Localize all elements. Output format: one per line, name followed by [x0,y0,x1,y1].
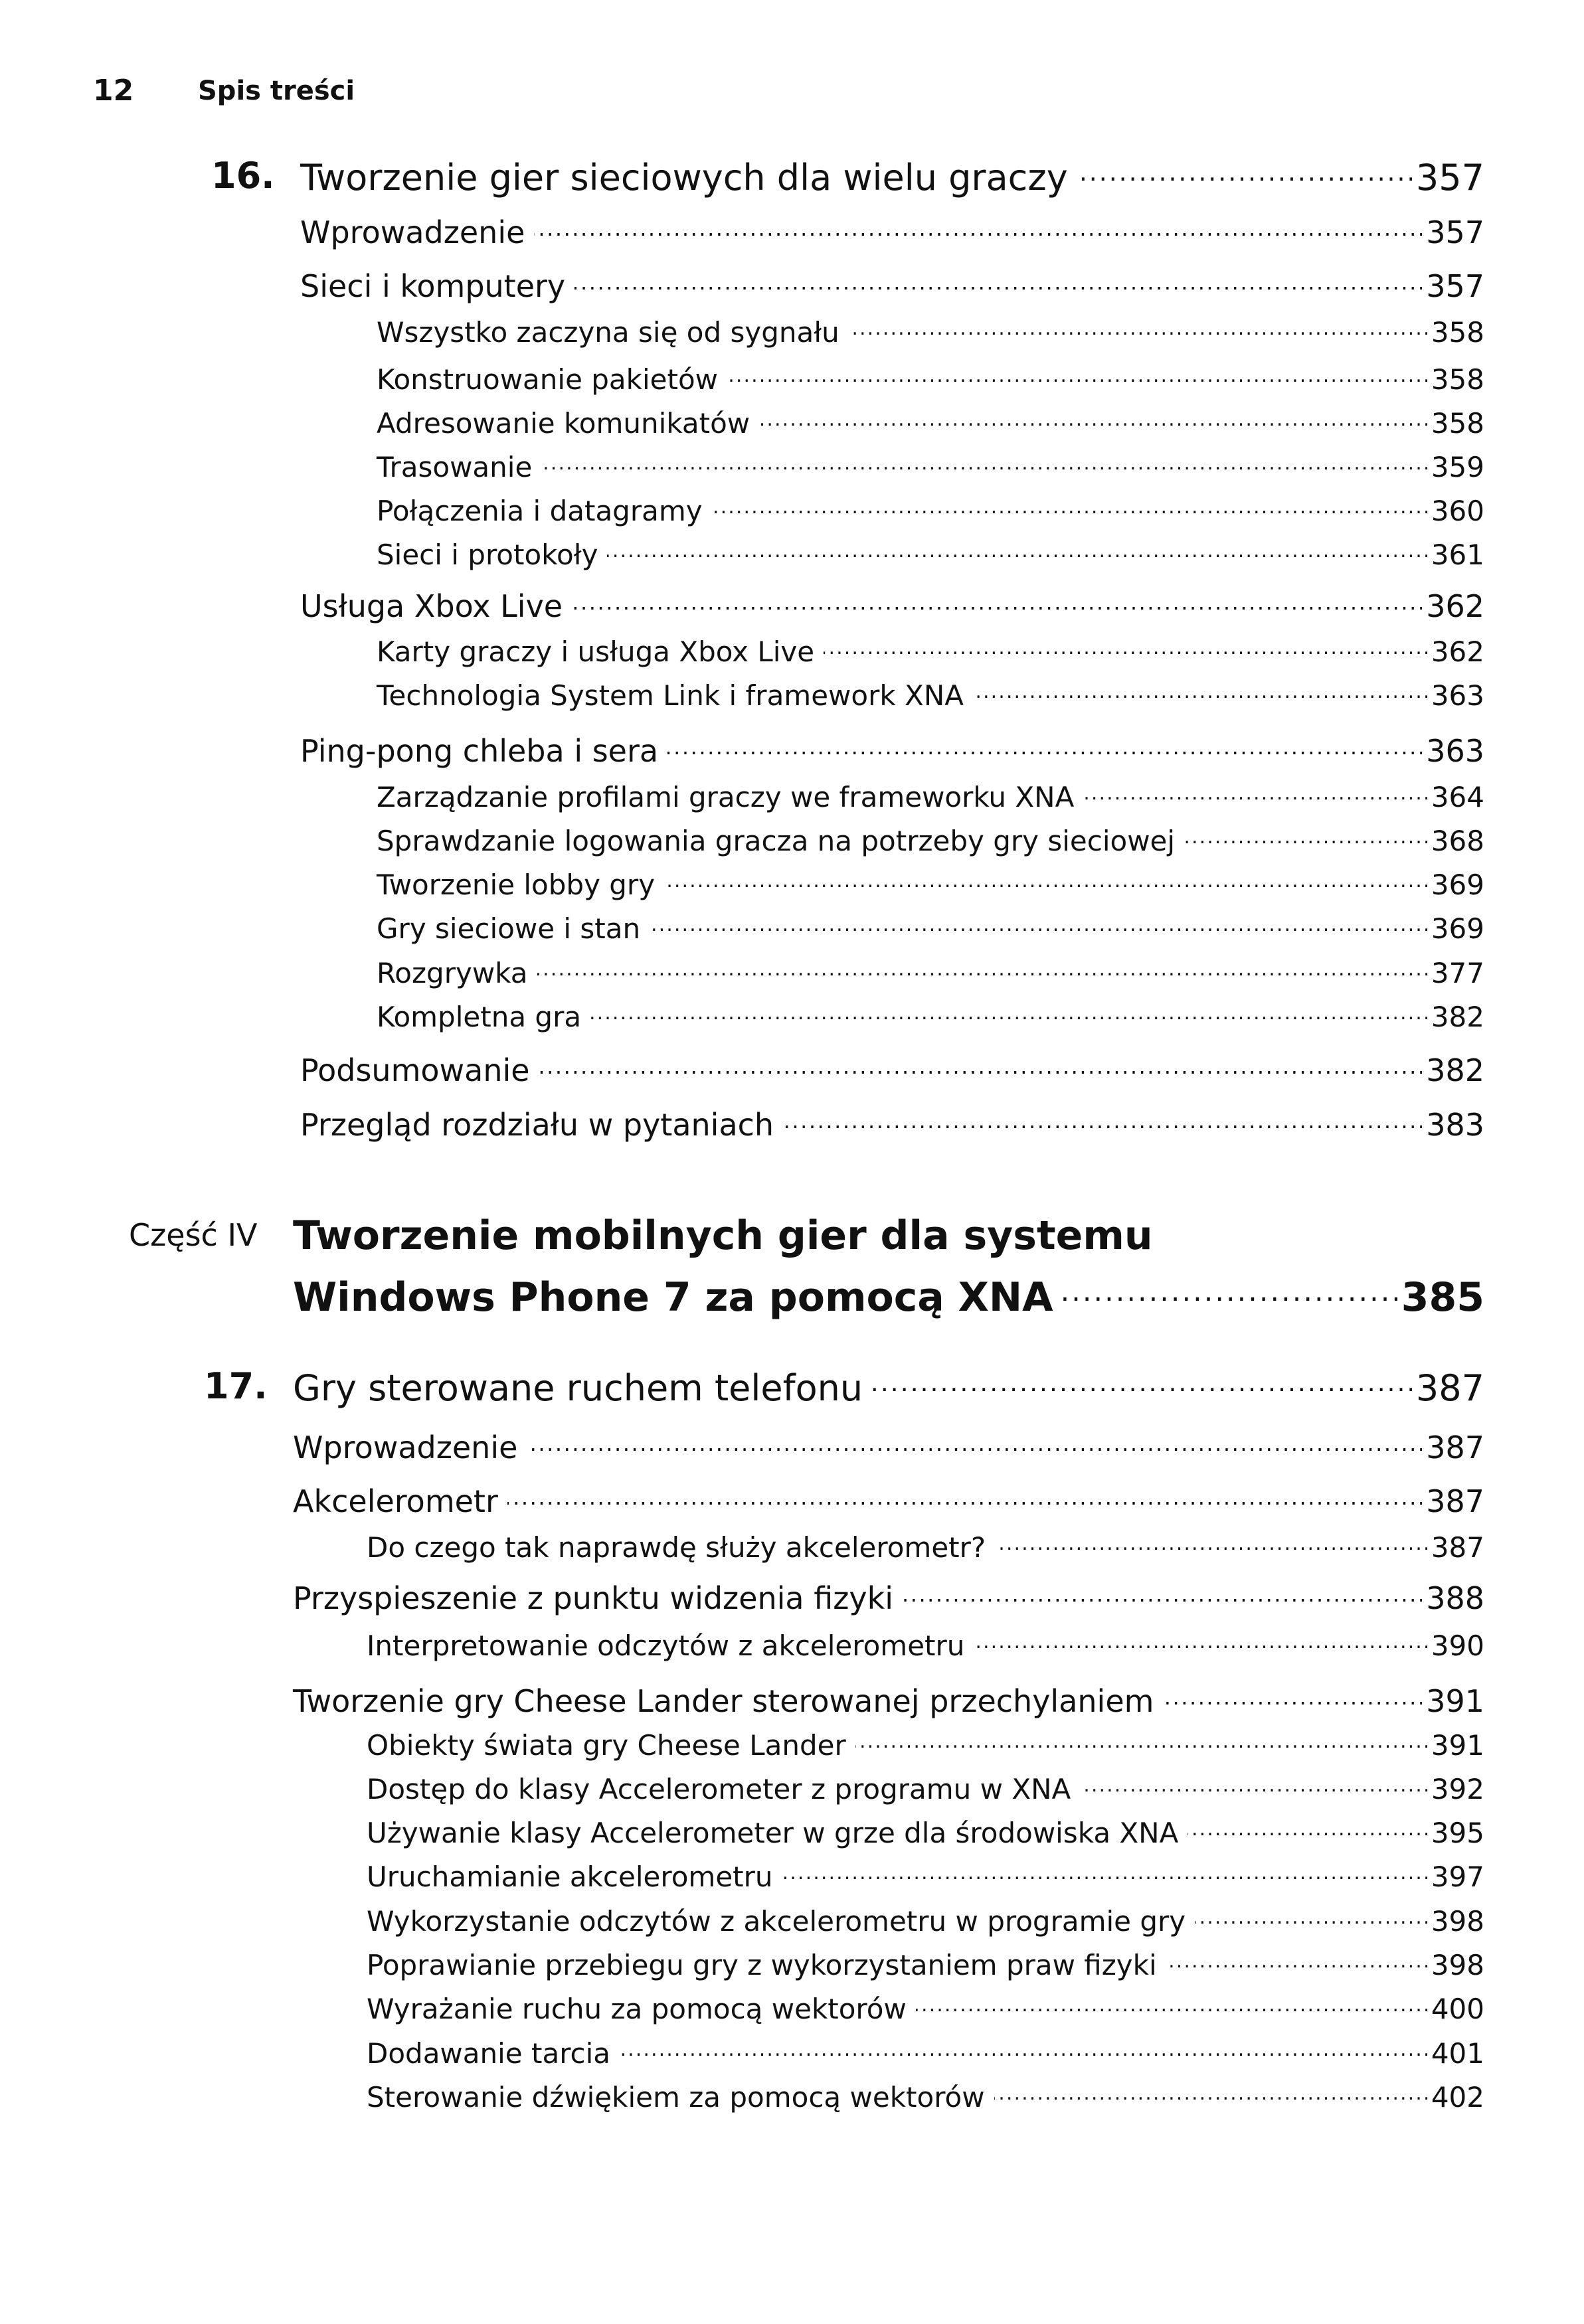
toc-label: Kompletna gra [377,1001,582,1033]
toc-chapter-16[interactable] [300,154,1484,200]
toc-entry-level-2[interactable] [377,910,1484,946]
toc-label: Sieci i protokoły [377,539,598,571]
toc-label: Technologia System Link i framework XNA [377,679,964,712]
toc-label: Podsumowanie [300,1052,530,1088]
toc-page-number: 377 [1431,957,1484,989]
toc-page-number: 359 [1431,451,1484,483]
toc-label: Przegląd rozdziału w pytaniach [300,1107,774,1143]
dot-leader [1166,1947,1427,1975]
dot-leader [783,1105,1422,1135]
dot-leader [1083,779,1427,807]
dot-leader [824,633,1427,661]
dot-leader [1184,823,1427,851]
dot-leader [572,586,1422,617]
toc-entry-level-2[interactable] [377,823,1484,859]
toc-page-number: 388 [1426,1580,1484,1616]
toc-entry-level-2[interactable] [377,361,1484,397]
toc-entry-level-1[interactable] [293,1428,1484,1467]
toc-part-4[interactable] [293,1271,1484,1322]
toc-label: Wykorzystanie odczytów z akcelerometru w programie gry [367,1905,1186,1938]
toc-page-number: 357 [1426,268,1484,304]
dot-leader [759,405,1427,433]
toc-entry-level-2[interactable] [367,1991,1484,2027]
dot-leader [712,493,1427,521]
toc-page-number: 385 [1401,1274,1484,1321]
dot-leader [973,677,1427,705]
dot-leader [537,955,1427,983]
toc-entry-level-2[interactable] [367,1529,1484,1565]
toc-page-number: 401 [1431,2037,1484,2070]
toc-entry-level-2[interactable] [377,405,1484,441]
toc-page-number: 391 [1431,1729,1484,1762]
toc-label: Usługa Xbox Live [300,588,563,624]
toc-label: Rozgrywka [377,957,528,989]
toc-label: Używanie klasy Accelerometer w grze dla środowiska XNA [367,1817,1179,1849]
toc-page-number: 383 [1426,1107,1484,1143]
toc-page-number: 357 [1426,214,1484,250]
toc-page-number: 362 [1431,635,1484,668]
toc-entry-level-1[interactable] [300,1050,1484,1090]
toc-entry-level-2[interactable] [377,779,1484,815]
toc-page-number: 363 [1431,679,1484,712]
toc-entry-level-2[interactable] [367,1771,1484,1807]
toc-label: Sprawdzanie logowania gracza na potrzeby gry sieciowej [377,825,1176,857]
toc-entry-level-2[interactable] [367,1903,1484,1939]
toc-entry-level-2[interactable] [377,314,1484,350]
toc-entry-level-2[interactable] [367,1815,1484,1851]
toc-entry-level-2[interactable] [367,1627,1484,1663]
toc-entry-level-2[interactable] [367,1947,1484,1983]
toc-page-number: 387 [1426,1430,1484,1465]
dot-leader [534,212,1422,243]
dot-leader [1080,1771,1427,1799]
toc-label: Połączenia i datagramy [377,495,703,527]
toc-label: Wprowadzenie [300,214,525,250]
dot-leader [903,1578,1422,1609]
dot-leader [995,1529,1427,1557]
toc-page-number: 387 [1431,1531,1484,1564]
toc-entry-level-1[interactable] [300,731,1484,770]
dot-leader [916,1991,1427,2019]
toc-page-number: 398 [1431,1949,1484,1981]
toc-page-number: 395 [1431,1817,1484,1849]
dot-leader [607,537,1427,564]
toc-label: Wprowadzenie [293,1430,518,1465]
dot-leader [1195,1903,1427,1931]
toc-page-number: 390 [1431,1629,1484,1662]
running-header-page-number: 12 [93,74,134,108]
chapter-16-number: 16. [211,155,275,197]
toc-entry-level-2[interactable] [367,1727,1484,1763]
toc-page-number: 387 [1415,1367,1484,1409]
toc-page-number: 397 [1431,1861,1484,1893]
toc-label: Obiekty świata gry Cheese Lander [367,1729,846,1762]
toc-entry-level-2[interactable] [377,449,1484,485]
toc-entry-level-2[interactable] [377,677,1484,713]
toc-page-number: 398 [1431,1905,1484,1938]
toc-page-number: 387 [1426,1483,1484,1519]
toc-page-number: 382 [1426,1052,1484,1088]
toc-page-number: 364 [1431,781,1484,813]
toc-entry-level-2[interactable] [377,537,1484,572]
toc-label: Do czego tak naprawdę służy akcelerometr? [367,1531,986,1564]
toc-entry-level-1[interactable] [300,212,1484,252]
toc-label: Uruchamianie akcelerometru [367,1861,773,1893]
dot-leader [1077,154,1412,190]
toc-label: Zarządzanie profilami graczy we frameworku XNA [377,781,1075,813]
toc-page-number: 362 [1426,588,1484,624]
dot-leader [849,314,1427,342]
toc-entry-level-2[interactable] [377,955,1484,991]
toc-entry-level-1[interactable] [293,1578,1484,1618]
dot-leader [541,449,1427,477]
toc-label: Przyspieszenie z punktu widzenia fizyki [293,1580,894,1616]
toc-entry-level-2[interactable] [377,999,1484,1035]
toc-label: Tworzenie gier sieciowych dla wielu graczy [300,157,1068,199]
dot-leader [527,1428,1422,1458]
toc-label: Ping-pong chleba i sera [300,733,659,769]
toc-entry-level-2[interactable] [367,2079,1484,2115]
dot-leader [994,2079,1427,2107]
dot-leader [574,266,1422,297]
toc-chapter-17[interactable] [293,1365,1484,1410]
toc-page-number: 368 [1431,825,1484,857]
toc-entry-level-2[interactable] [377,867,1484,902]
toc-page-number: 382 [1431,1001,1484,1033]
toc-entry-level-2[interactable] [377,493,1484,529]
dot-leader [872,1365,1412,1400]
toc-entry-level-2[interactable] [367,1859,1484,1894]
dot-leader [650,910,1427,938]
dot-leader [1063,1271,1397,1311]
toc-entry-level-1[interactable] [300,266,1484,305]
toc-entry-level-2[interactable] [367,2035,1484,2071]
toc-entry-level-2[interactable] [377,633,1484,669]
dot-leader [782,1859,1427,1886]
toc-label: Sieci i komputery [300,268,566,304]
running-header-title: Spis treści [198,76,355,106]
toc-label: Dodawanie tarcia [367,2037,611,2070]
toc-entry-level-1[interactable] [300,1105,1484,1144]
toc-page-number: 400 [1431,1993,1484,2025]
toc-page-number: 361 [1431,539,1484,571]
dot-leader [590,999,1427,1027]
dot-leader [620,2035,1427,2063]
toc-page-number: 391 [1426,1683,1484,1719]
toc-page-number: 358 [1431,316,1484,349]
toc-label: Dostęp do klasy Accelerometer z programu w XNA [367,1773,1071,1805]
toc-label: Wszystko zaczyna się od sygnału [377,316,839,349]
dot-leader [974,1627,1427,1655]
toc-label: Tworzenie gry Cheese Lander sterowanej przechylaniem [293,1683,1154,1719]
dot-leader [855,1727,1427,1755]
dot-leader [1163,1681,1422,1712]
toc-entry-level-1[interactable] [293,1681,1484,1720]
toc-page-number: 360 [1431,495,1484,527]
dot-leader [664,867,1427,894]
toc-page-number: 402 [1431,2081,1484,2114]
dot-leader [727,361,1427,389]
toc-label: Sterowanie dźwiękiem za pomocą wektorów [367,2081,985,2114]
part-title-line-1: Tworzenie mobilnych gier dla systemu [293,1212,1153,1259]
toc-page-number: 392 [1431,1773,1484,1805]
part-title-line-2: Windows Phone 7 za pomocą XNA [293,1274,1053,1321]
toc-page-number: 358 [1431,363,1484,396]
chapter-17-number: 17. [204,1365,268,1407]
toc-entry-level-1[interactable] [293,1481,1484,1521]
part-label: Część IV [129,1217,258,1253]
toc-label: Adresowanie komunikatów [377,407,750,440]
toc-label: Karty graczy i usługa Xbox Live [377,635,815,668]
dot-leader [507,1481,1422,1512]
dot-leader [1188,1815,1427,1843]
toc-label: Trasowanie [377,451,533,483]
toc-page-number: 369 [1431,912,1484,945]
toc-label: Interpretowanie odczytów z akcelerometru [367,1629,965,1662]
toc-entry-level-1[interactable] [300,586,1484,625]
toc-page-number: 369 [1431,869,1484,901]
toc-label: Poprawianie przebiegu gry z wykorzystaniem praw fizyki [367,1949,1157,1981]
toc-label: Tworzenie lobby gry [377,869,656,901]
toc-label: Gry sieciowe i stan [377,912,641,945]
toc-page-number: 357 [1415,157,1484,199]
toc-label: Akcelerometr [293,1483,498,1519]
dot-leader [539,1050,1423,1081]
toc-label: Konstruowanie pakietów [377,363,719,396]
toc-label: Gry sterowane ruchem telefonu [293,1367,863,1409]
toc-label: Wyrażanie ruchu za pomocą wektorów [367,1993,907,2025]
toc-page-number: 358 [1431,407,1484,440]
dot-leader [667,731,1422,762]
toc-page-number: 363 [1426,733,1484,769]
